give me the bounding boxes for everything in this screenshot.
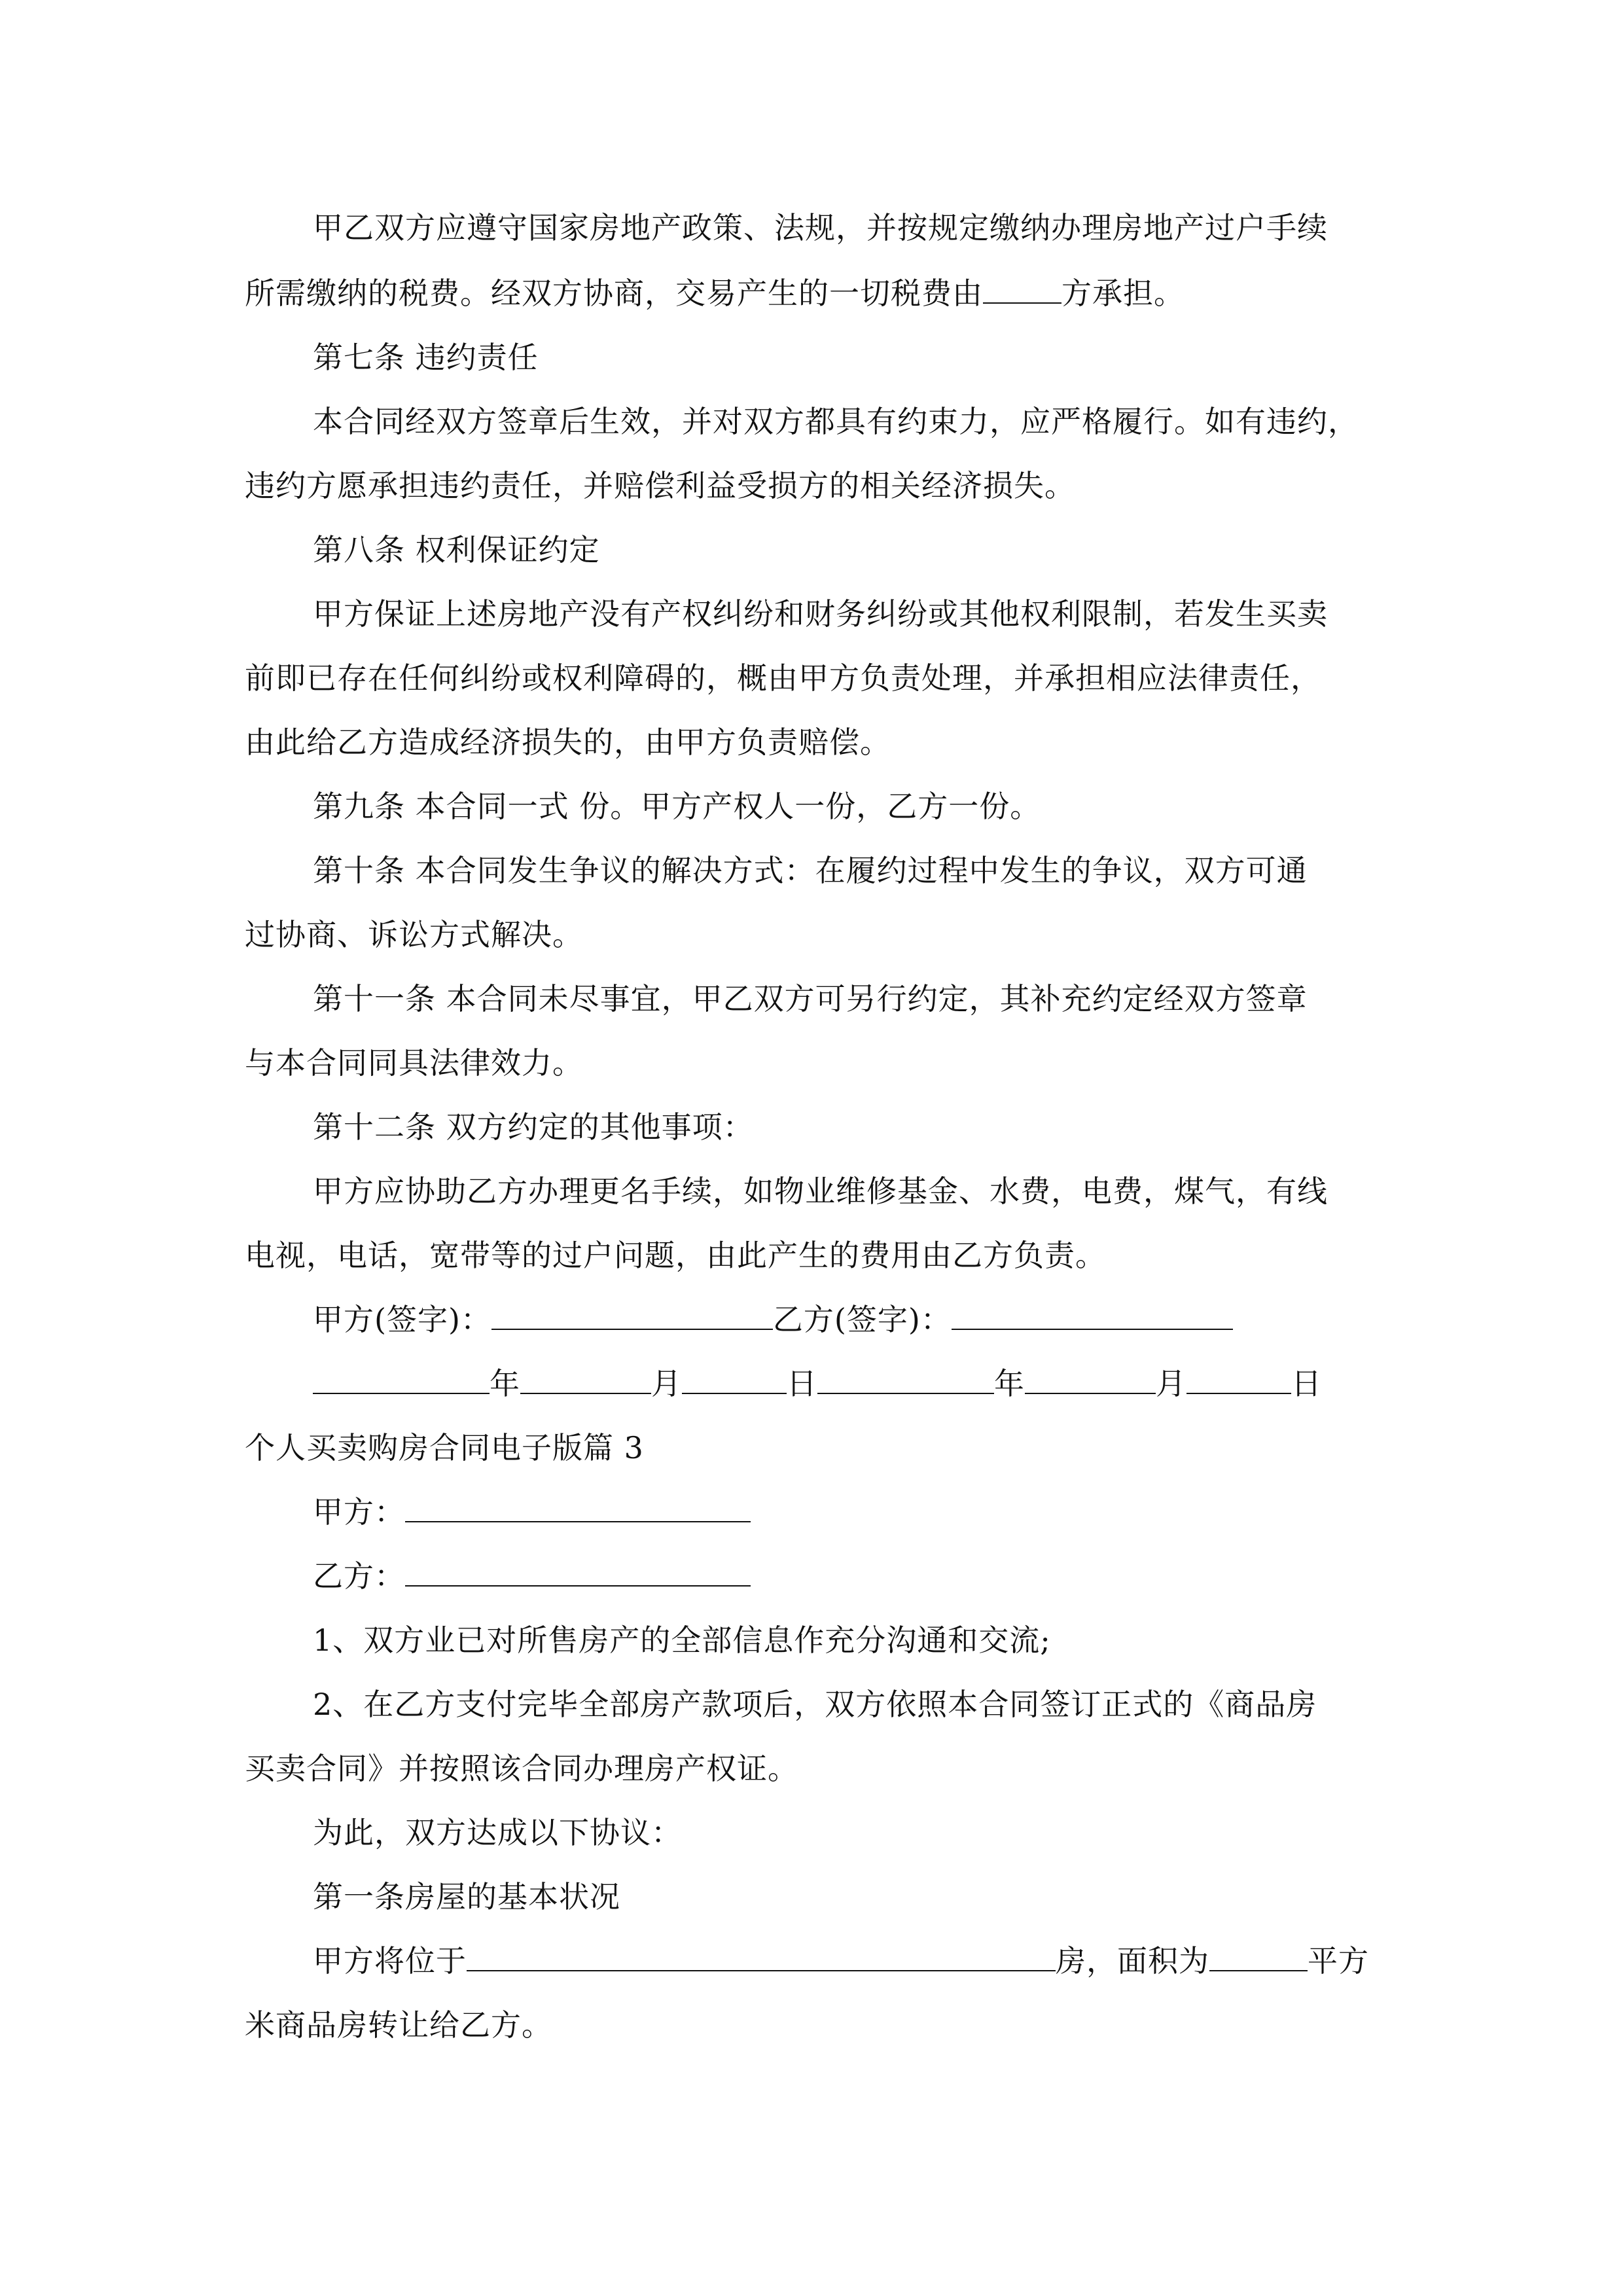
paragraph-transfer-line-2: 电视，电话，宽带等的过户问题，由此产生的费用由乙方负责。 (245, 1238, 1106, 1273)
article-10-line-1: 第十条 本合同发生争议的解决方式：在履约过程中发生的争议，双方可通 (313, 853, 1308, 888)
paragraph-breach-line-2: 违约方愿承担违约责任，并赔偿利益受损方的相关经济损失。 (245, 468, 1075, 503)
party-b-line: 乙方： (313, 1556, 751, 1596)
article-7-title: 第七条 违约责任 (313, 340, 539, 375)
article-11-line-2: 与本合同同具法律效力。 (245, 1045, 583, 1081)
day-b-blank (1186, 1364, 1291, 1394)
article-11-line-1: 第十一条 本合同未尽事宜，甲乙双方可另行约定，其补充约定经双方签章 (313, 981, 1308, 1016)
article-1-title: 第一条房屋的基本状况 (313, 1879, 620, 1914)
year-b-blank (817, 1364, 994, 1394)
paragraph-breach-line-1: 本合同经双方签章后生效，并对双方都具有约束力，应严格履行。如有违约， (313, 404, 1359, 439)
party-b-signature-blank (952, 1300, 1233, 1330)
item-2-line-1: 2、在乙方支付完毕全部房产款项后，双方依照本合同签订正式的《商品房 (313, 1687, 1317, 1722)
item-1: 1、双方业已对所售房产的全部信息作充分沟通和交流; (313, 1623, 1051, 1658)
article-1-line-1: 甲方将位于 房，面积为 平方 (313, 1941, 1369, 1981)
year-a-blank (313, 1364, 490, 1394)
day-a-blank (682, 1364, 787, 1394)
paragraph-warranty-line-2: 前即已存在任何纠纷或权利障碍的，概由甲方负责处理，并承担相应法律责任， (245, 660, 1321, 696)
party-a-name-blank (405, 1492, 751, 1522)
article-9: 第九条 本合同一式 份。甲方产权人一份，乙方一份。 (313, 789, 1041, 824)
section-3-title: 个人买卖购房合同电子版篇 3 (245, 1430, 644, 1465)
agreement-intro: 为此，双方达成以下协议： (313, 1815, 682, 1850)
paragraph-warranty-line-1: 甲方保证上述房地产没有产权纠纷和财务纠纷或其他权利限制，若发生买卖 (313, 596, 1328, 632)
location-blank (467, 1941, 1056, 1971)
article-8-title: 第八条 权利保证约定 (313, 532, 600, 567)
month-a-blank (520, 1364, 651, 1394)
item-2-line-2: 买卖合同》并按照该合同办理房产权证。 (245, 1751, 798, 1786)
article-12-title: 第十二条 双方约定的其他事项： (313, 1109, 754, 1145)
article-1-line-2: 米商品房转让给乙方。 (245, 2007, 552, 2043)
month-b-blank (1025, 1364, 1156, 1394)
paragraph-tax-line-1: 甲乙双方应遵守国家房地产政策、法规，并按规定缴纳办理房地产过户手续 (313, 210, 1328, 245)
area-blank (1209, 1941, 1308, 1971)
date-row: 年 月 日 年 月 日 (313, 1364, 1322, 1403)
party-a-line: 甲方： (313, 1492, 751, 1532)
signature-row: 甲方(签字)： 乙方(签字)： (313, 1300, 1233, 1339)
party-a-signature-blank (491, 1300, 773, 1330)
tax-party-blank (983, 274, 1061, 304)
party-b-name-blank (405, 1556, 751, 1587)
paragraph-warranty-line-3: 由此给乙方造成经济损失的，由甲方负责赔偿。 (245, 725, 891, 760)
article-10-line-2: 过协商、诉讼方式解决。 (245, 917, 583, 952)
paragraph-tax-line-2: 所需缴纳的税费。经双方协商，交易产生的一切税费由 方承担。 (245, 274, 1185, 313)
paragraph-transfer-line-1: 甲方应协助乙方办理更名手续，如物业维修基金、水费，电费，煤气，有线 (313, 1174, 1328, 1209)
